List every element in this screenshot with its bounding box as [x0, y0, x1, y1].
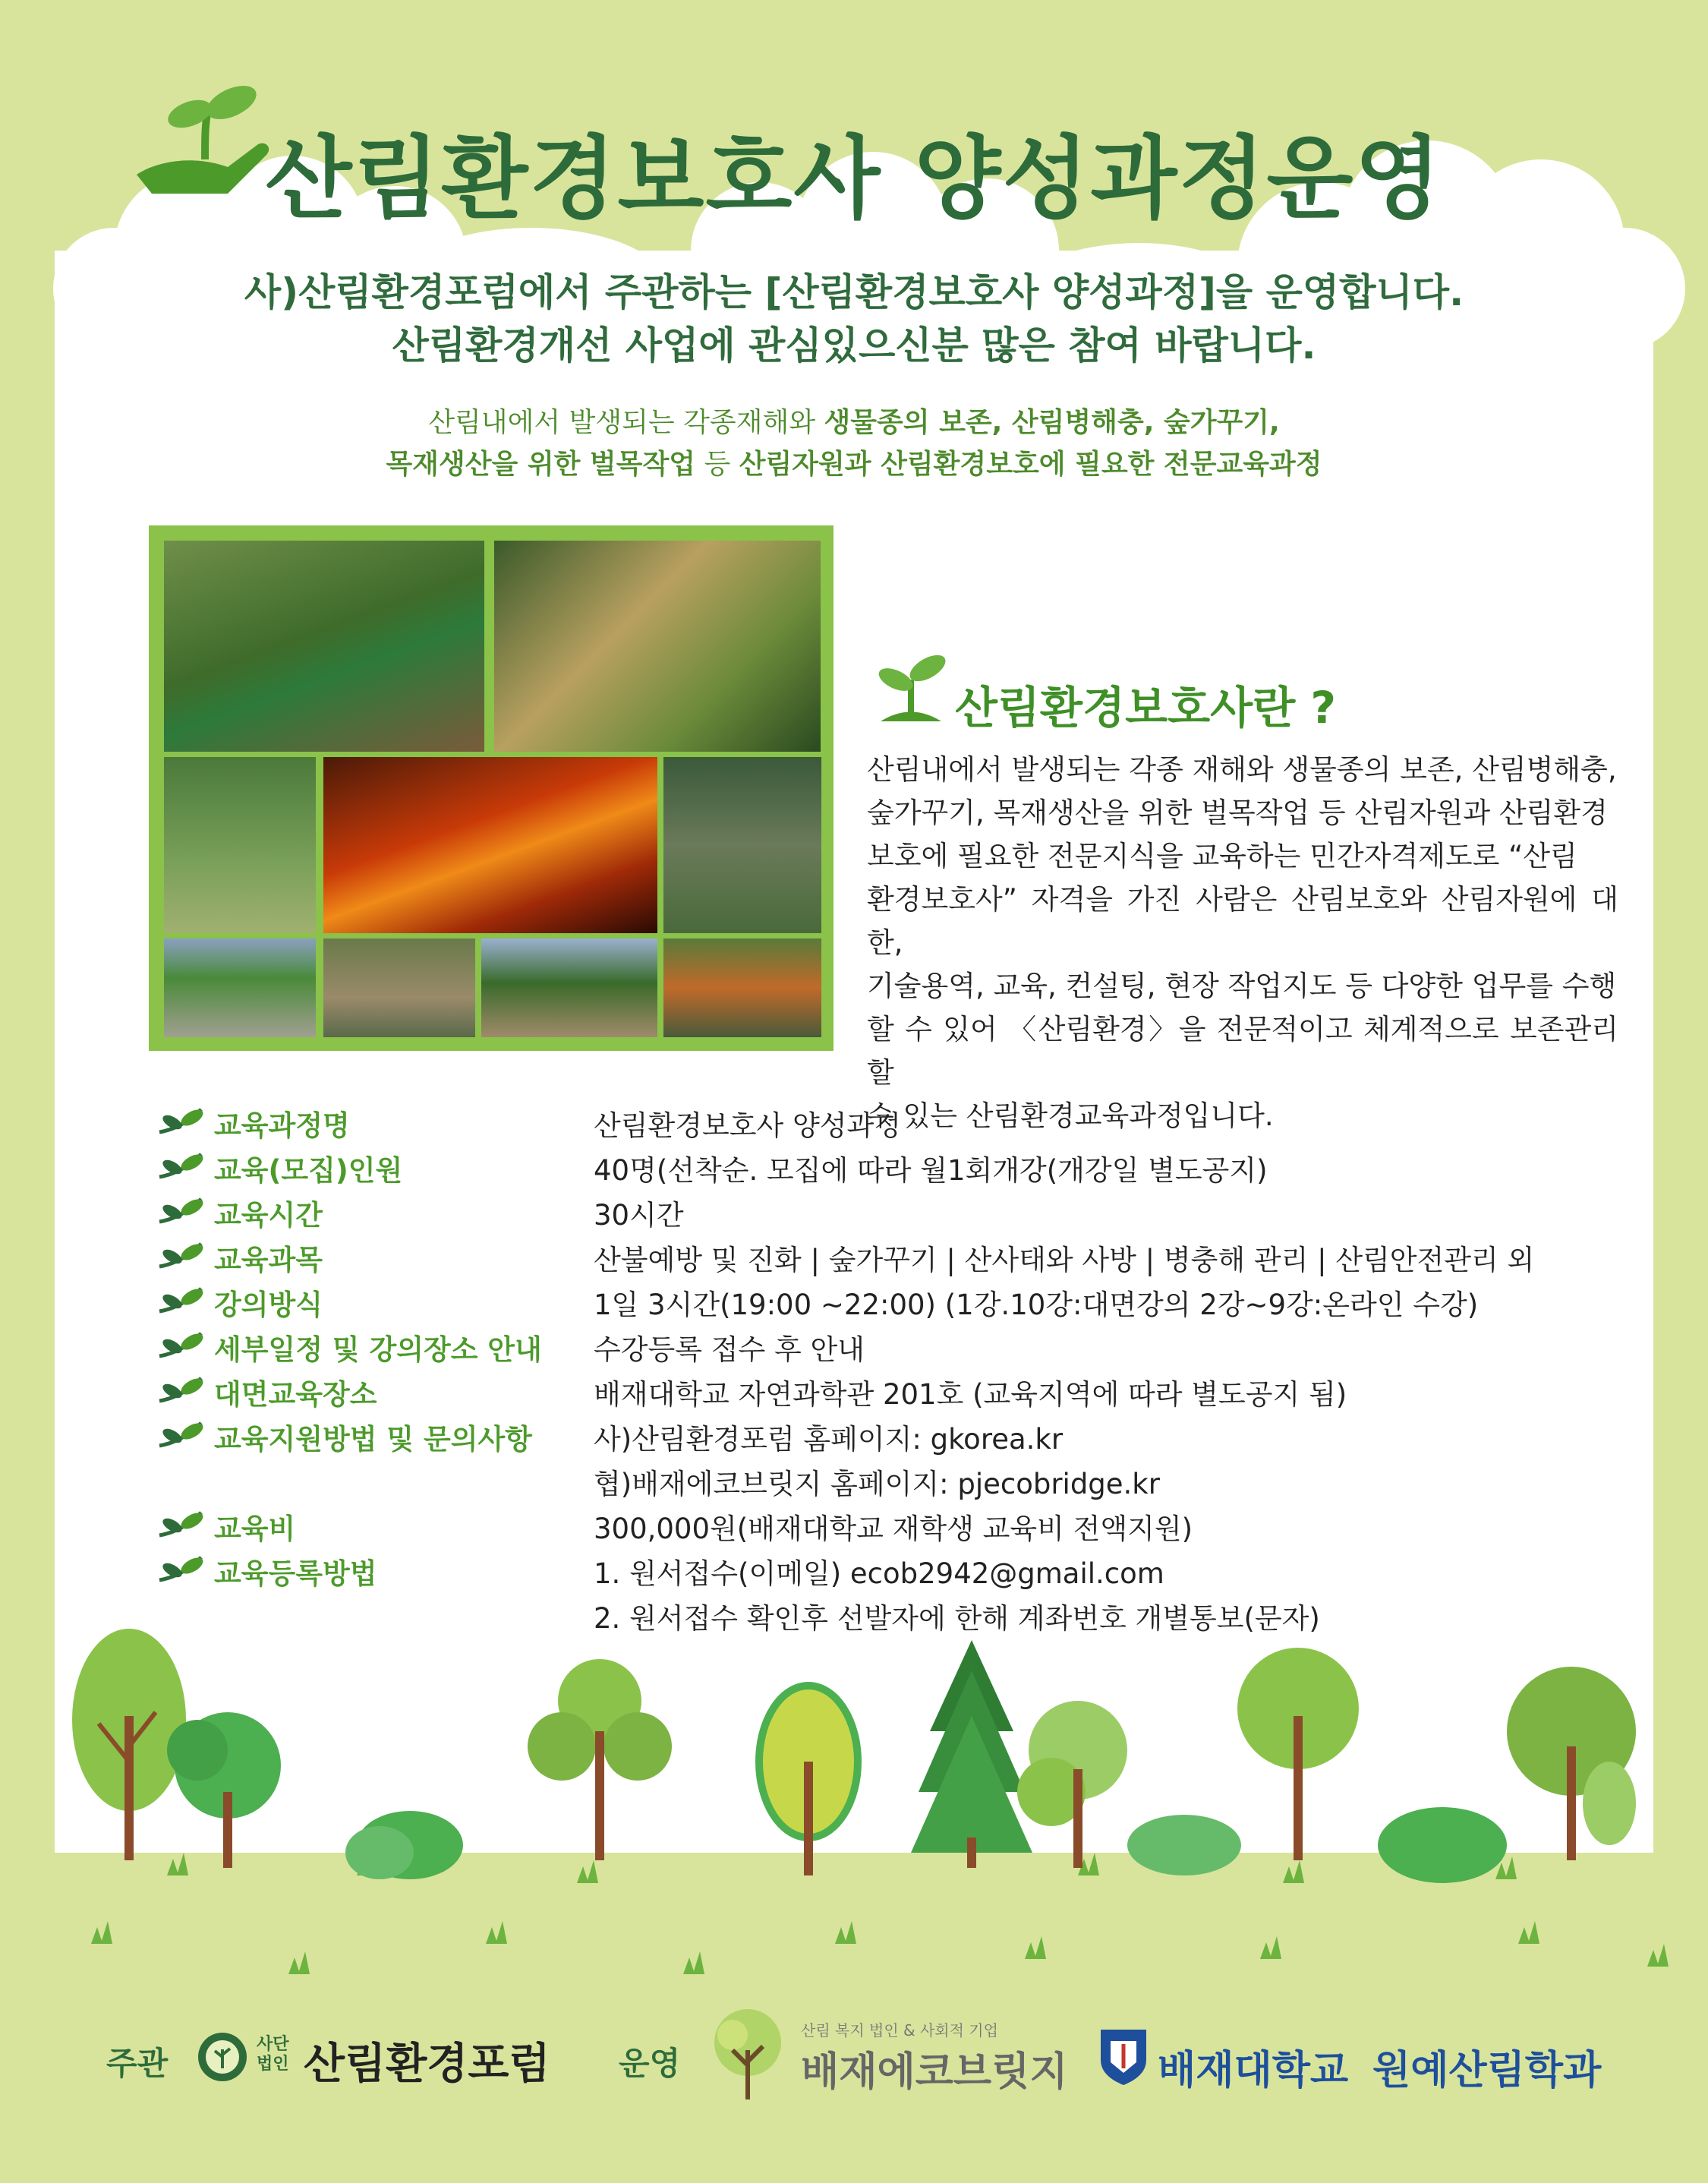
page-title: 산림환경보호사 양성과정운영 — [265, 126, 1443, 231]
info-value: 30시간 — [594, 1199, 684, 1232]
info-value: 산림환경보호사 양성과정 — [594, 1109, 901, 1142]
tree-far-right — [1583, 1762, 1636, 1845]
leaf-bullet-icon — [156, 1374, 209, 1405]
university-shield-icon — [1097, 2026, 1150, 2087]
whatis-line: 숲가꾸기, 목재생산을 위한 벌목작업 등 산림자원과 산림환경 — [867, 797, 1608, 829]
info-label: 교육비 — [214, 1513, 296, 1545]
leaf-bullet-icon — [156, 1509, 209, 1539]
sprout-icon — [873, 645, 949, 729]
info-value: 협)배재에코브릿지 홈페이지: pjecobridge.kr — [594, 1468, 1160, 1500]
leaf-bullet-icon — [156, 1106, 209, 1136]
photo-landslide — [481, 939, 657, 1037]
leaf-bullet-icon — [156, 1285, 209, 1315]
whatis-line: 기술용역, 교육, 컨설팅, 현장 작업지도 등 다양한 업무를 수행 — [867, 970, 1617, 1002]
leaf-bullet-icon — [156, 1240, 209, 1270]
info-value: 1. 원서접수(이메일) ecob2942@gmail.com — [594, 1557, 1164, 1590]
photo-pine-pest — [494, 541, 821, 752]
leaf-bullet-icon — [156, 1330, 209, 1360]
leaf-bullet-icon — [156, 1195, 209, 1226]
info-label: 교육과목 — [214, 1244, 323, 1276]
photo-landslide-workers — [323, 939, 475, 1037]
photo-stream — [164, 939, 316, 1037]
operator-tagline: 산림 복지 법인 & 사회적 기업 — [801, 2021, 998, 2039]
info-value: 40명(선착순. 모집에 따라 월1회개강(개강일 별도공지) — [594, 1154, 1268, 1187]
info-label: 교육시간 — [214, 1199, 323, 1232]
info-value: 배재대학교 자연과학관 201호 (교육지역에 따라 별도공지 됨) — [594, 1378, 1347, 1411]
corp-type-line: 사단 — [257, 2035, 289, 2054]
description-bold-text: 목재생산을 위한 벌목작업 — [386, 449, 696, 480]
host-label: 주관 — [106, 2045, 169, 2082]
host-name: 산림환경포럼 — [304, 2039, 550, 2089]
description-line-2 — [0, 443, 1708, 481]
info-label: 강의방식 — [214, 1289, 323, 1321]
operator-label: 운영 — [619, 2045, 681, 2082]
whatis-body — [867, 748, 1618, 1137]
description-light-text: 산림내에서 발생되는 각종재해와 — [428, 407, 824, 438]
operator-name: 배재에코브릿지 — [801, 2049, 1068, 2095]
info-value: 수강등록 접수 후 안내 — [594, 1333, 865, 1366]
photo-forest-trees — [164, 757, 316, 933]
subtitle-line-2: 산림환경개선 사업에 관심있으신분 많은 참여 바랍니다. — [392, 323, 1316, 368]
info-label: 교육지원방법 및 문의사항 — [214, 1423, 532, 1456]
whatis-line: 산림내에서 발생되는 각종 재해와 생물종의 보존, 산림병해충, — [867, 753, 1617, 786]
subtitle-line-1: 사)산림환경포럼에서 주관하는 [산림환경보호사 양성과정]을 운영합니다. — [244, 270, 1464, 314]
info-value: 사)산림환경포럼 홈페이지: gkorea.kr — [594, 1423, 1064, 1456]
photo-forest-fire — [323, 757, 657, 933]
leaf-bullet-icon — [156, 1150, 209, 1181]
whatis-line: 환경보호사” 자격을 가진 사람은 산림보호와 산림자원에 대한, — [867, 883, 1618, 959]
corp-type — [257, 2035, 289, 2074]
photo-forest-slope — [663, 757, 821, 933]
department-name: 원예산림학과 — [1372, 2048, 1602, 2093]
info-value: 산불예방 및 진화 | 숲가꾸기 | 산사태와 사방 | 병충해 관리 | 산림안전관리 외 — [594, 1244, 1535, 1276]
university-name: 배재대학교 — [1158, 2048, 1349, 2093]
leaf-bullet-icon — [156, 1554, 209, 1584]
description-bold-text: 생물종의 보존, 산림병해충, 숲가꾸기, — [824, 407, 1280, 438]
description-bold-text: 산림자원과 산림환경보호에 필요한 전문교육과정 — [739, 449, 1322, 480]
photo-trainees — [663, 939, 821, 1037]
info-label: 교육등록방법 — [214, 1557, 377, 1590]
info-value: 1일 3시간(19:00 ~22:00) (1강.10강:대면강의 2강~9강:온라인 수강) — [594, 1289, 1479, 1321]
photo-collage — [149, 525, 834, 1051]
info-label: 교육과정명 — [214, 1109, 350, 1142]
leaf-bullet-icon — [156, 1419, 209, 1450]
info-label: 교육(모집)인원 — [214, 1154, 403, 1187]
ecobridge-tree-icon — [710, 2005, 786, 2103]
whatis-line: 할 수 있어 〈산림환경〉을 전문적이고 체계적으로 보존관리 할 — [867, 1013, 1618, 1089]
whatis-line: 수 있는 산림환경교육과정입니다. — [867, 1099, 1274, 1132]
info-value: 300,000원(배재대학교 재학생 교육비 전액지원) — [594, 1513, 1193, 1545]
description-light-text: 등 — [695, 449, 739, 480]
info-label: 세부일정 및 강의장소 안내 — [214, 1333, 542, 1366]
description-line-1 — [0, 401, 1708, 440]
forum-emblem-icon — [196, 2030, 249, 2084]
whatis-line: 보호에 필요한 전문지식을 교육하는 민간자격제도로 “산림 — [867, 840, 1577, 872]
info-label: 대면교육장소 — [214, 1378, 377, 1411]
corp-type-line: 법인 — [257, 2055, 289, 2074]
photo-forest-workers — [164, 541, 484, 752]
info-value: 2. 원서접수 확인후 선발자에 한해 계좌번호 개별통보(문자) — [594, 1602, 1320, 1635]
whatis-heading: 산림환경보호사란 ? — [955, 682, 1337, 733]
